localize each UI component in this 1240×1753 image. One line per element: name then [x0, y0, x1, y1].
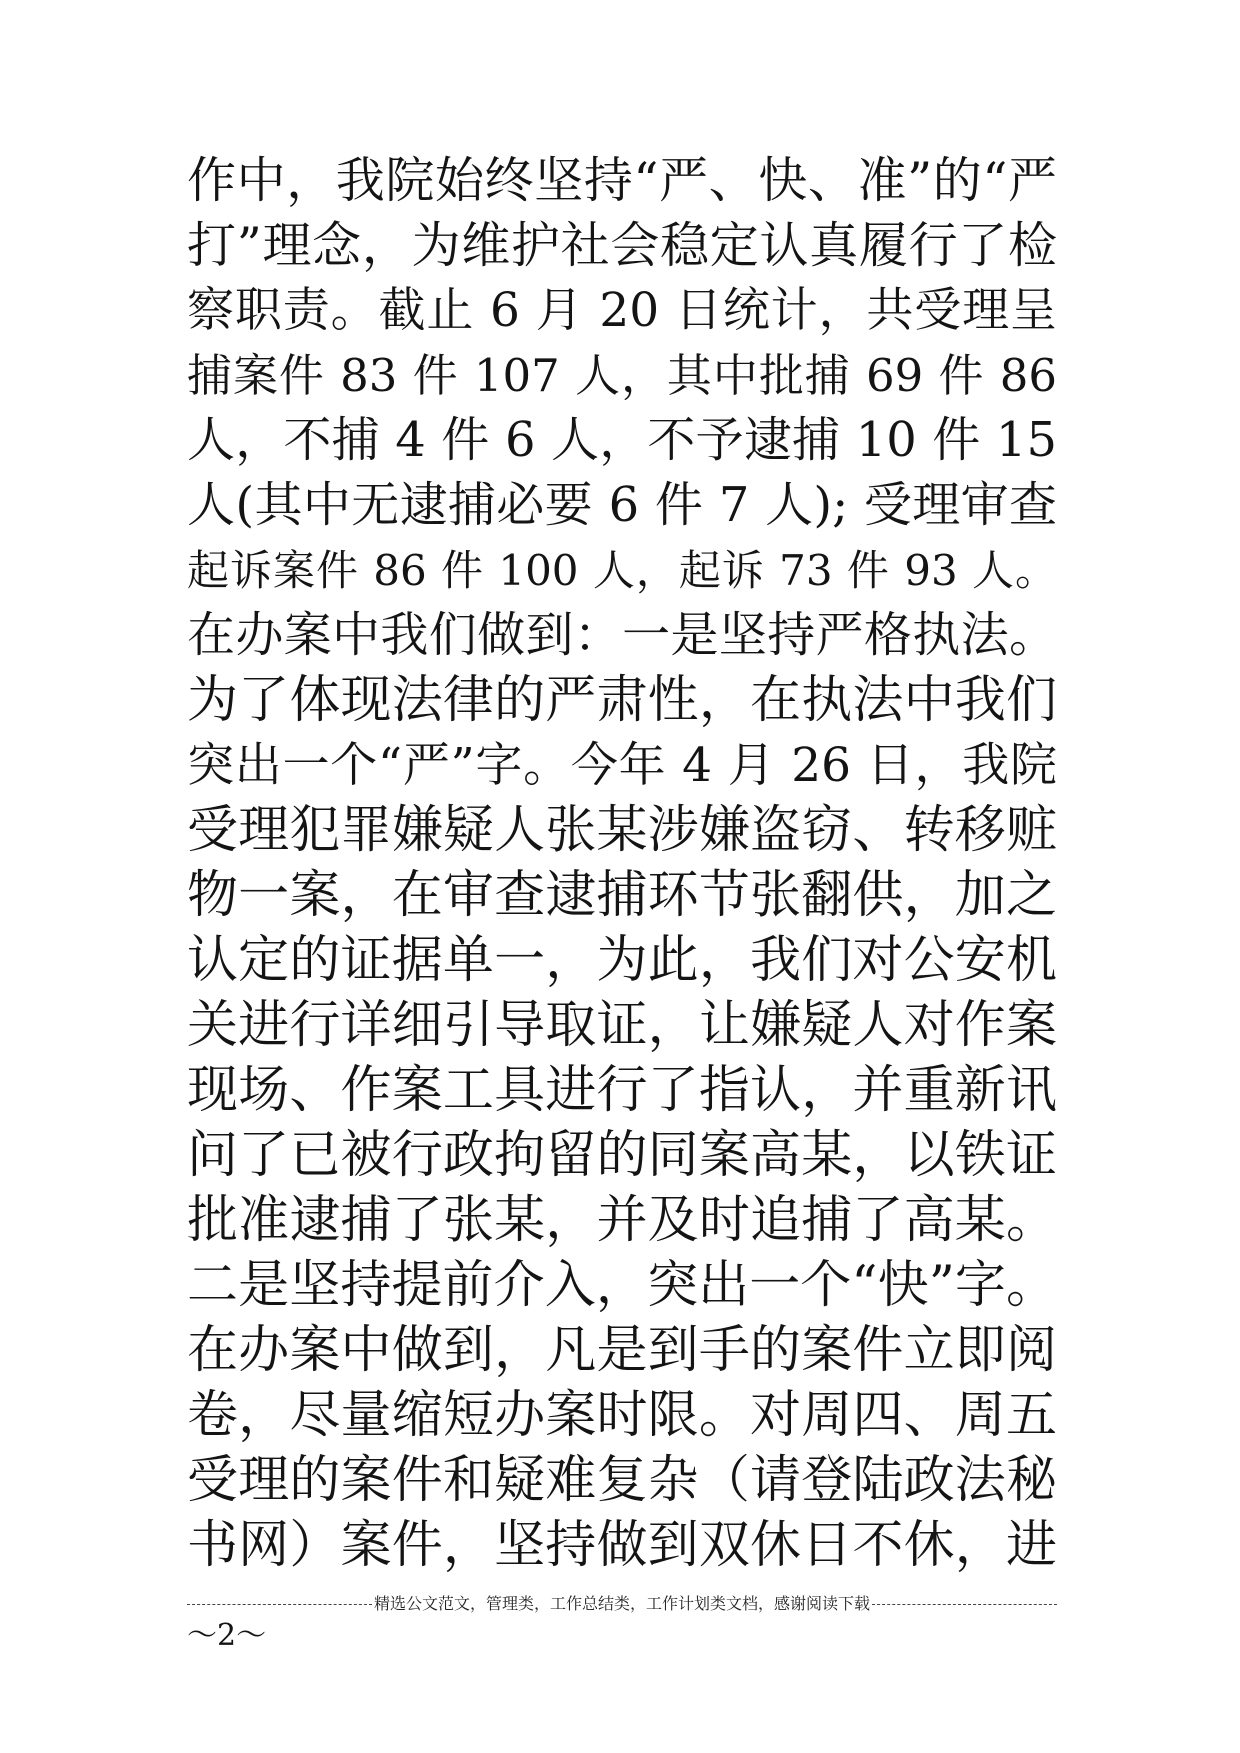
text-line: 人，不捕 4 件 6 人，不予逮捕 10 件 15	[187, 412, 1057, 468]
text-line: 人(其中无逮捕必要 6 件 7 人); 受理审查	[187, 477, 1057, 533]
body-text	[187, 148, 1057, 1578]
text-line: 起诉案件 86 件 100 人，起诉 73 件 93 人。	[187, 546, 1057, 595]
text-line: 在办案中做到，凡是到手的案件立即阅	[187, 1321, 1057, 1380]
page-number: ～2～	[187, 1618, 267, 1653]
footer-dash-right	[872, 1604, 1057, 1605]
text-line: 问了已被行政拘留的同案高某，以铁证	[187, 1126, 1057, 1185]
text-line: 在办案中我们做到：一是坚持严格执法。	[187, 607, 1057, 663]
footer-note: 精选公文范文，管理类，工作总结类，工作计划类文档，感谢阅读下载	[374, 1594, 871, 1613]
text-line: 书网）案件，坚持做到双休日不休，进	[187, 1516, 1057, 1575]
text-line: 作中，我院始终坚持“严、快、准”的“严	[187, 152, 1057, 209]
text-line: 卷，尽量缩短办案时限。对周四、周五	[187, 1386, 1057, 1445]
text-line: 现场、作案工具进行了指认，并重新讯	[187, 1061, 1057, 1120]
text-line: 打”理念，为维护社会稳定认真履行了检	[187, 217, 1057, 274]
text-line: 物一案，在审查逮捕环节张翻供，加之	[187, 866, 1057, 925]
text-line: 批准逮捕了张某，并及时追捕了高某。	[187, 1191, 1057, 1250]
text-line: 突出一个“严”字。今年 4 月 26 日，我院	[187, 738, 1057, 793]
text-line: 为了体现法律的严肃性，在执法中我们	[187, 671, 1057, 730]
text-line: 关进行详细引导取证，让嫌疑人对作案	[187, 996, 1057, 1055]
text-line: 受理犯罪嫌疑人张某涉嫌盗窃、转移赃	[187, 801, 1057, 860]
text-line: 受理的案件和疑难复杂（请登陆政法秘	[187, 1451, 1057, 1510]
text-line: 认定的证据单一，为此，我们对公安机	[187, 931, 1057, 990]
footer-divider	[187, 1594, 1057, 1614]
text-line: 捕案件 83 件 107 人，其中批捕 69 件 86	[187, 349, 1057, 402]
text-line: 二是坚持提前介入，突出一个“快”字。	[187, 1256, 1057, 1315]
text-line: 察职责。截止 6 月 20 日统计，共受理呈	[187, 283, 1057, 338]
footer-dash-left	[187, 1604, 372, 1605]
